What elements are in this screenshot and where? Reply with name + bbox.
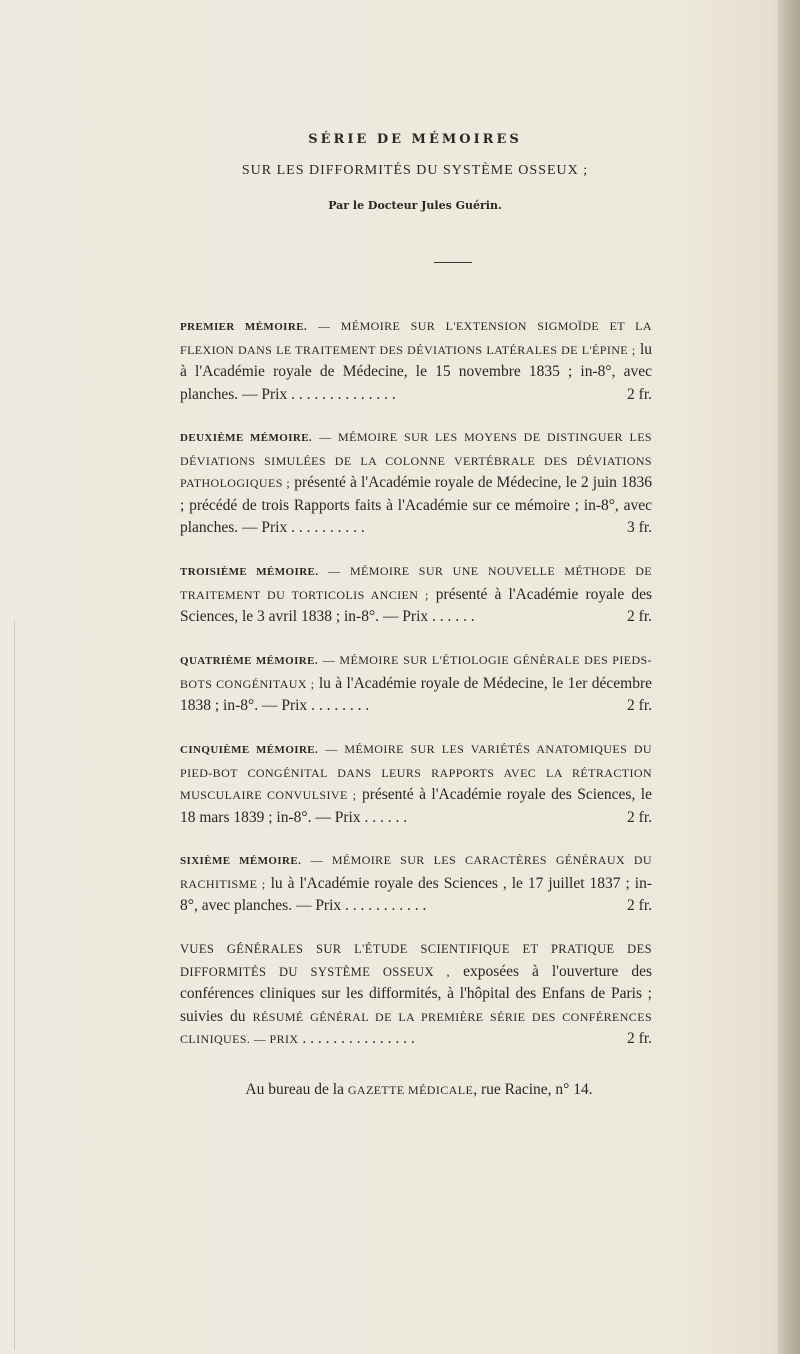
entry-label: TROISIÈME MÉMOIRE. [180,566,319,578]
footer-suffix: , rue Racine, n° 14. [473,1081,593,1098]
entry-title: — MÉMOIRE SUR UNE NOUVELLE MÉTHODE DE TRAITEMENT DU TORTICOLIS ANCIEN ; [180,564,652,602]
entry-price: 2 fr. [627,385,652,403]
entry-details: lu à l'Académie royale de Médecine, le 1er décembre 1838 ; in-8°. — Prix [180,674,652,714]
list-item: PREMIER MÉMOIRE. — MÉMOIRE SUR L'EXTENSION SIGMOÏDE ET LA FLEXION DANS LE TRAITEMENT DES DÉVIATIONS LATÉRALES DE L'ÉPINE ; lu à l'Académie royale de Médecine, le 15 novembre 1835 ; in-8°, avec planches. — Prix . . . . . . . . . . . . . . 2 fr. [180,315,652,406]
list-item: QUATRIÈME MÉMOIRE. — MÉMOIRE SUR L'ÉTIOLOGIE GÉNÉRALE DES PIEDS-BOTS CONGÉNITAUX ; lu à l'Académie royale de Médecine, le 1er décembre 1838 ; in-8°. — Prix . . . . . . . . 2 fr. [180,649,652,718]
entry-details: lu à l'Académie royale de Médecine, le 15 novembre 1835 ; in-8°, avec planches. — Prix [180,340,653,403]
separator-rule [434,262,472,263]
series-title: SÉRIE DE MÉMOIRES [308,132,522,147]
author-line: Par le Docteur Jules Guérin. [328,199,502,212]
entry-title: VUES GÉNÉRALES SUR L'ÉTUDE SCIENTIFIQUE ET PRATIQUE DES DIFFORMITÉS DU SYSTÈME OSSEUX , [180,942,652,979]
subject-title: SUR LES DIFFORMITÉS DU SYSTÈME OSSEUX ; [241,163,589,178]
list-item: DEUXIÈME MÉMOIRE. — MÉMOIRE SUR LES MOYENS DE DISTINGUER LES DÉVIATIONS SIMULÉES DE LA COLONNE VERTÉBRALE DES DÉVIATIONS PATHOLOGIQUES ; présenté à l'Académie royale de Médecine, le 2 juin 1836 ; précédé de trois Rapports faits à l'Académie sur ce mémoire ; in-8°, avec planches. — Prix . . . . . . . . . . 3 fr. [180,426,652,540]
entry-label: CINQUIÈME MÉMOIRE. [180,744,319,756]
list-item: CINQUIÈME MÉMOIRE. — MÉMOIRE SUR LES VARIÉTÉS ANATOMIQUES DU PIED-BOT CONGÉNITAL DANS LEURS RAPPORTS AVEC LA RÉTRACTION MUSCULAIRE CONVULSIVE ; présenté à l'Académie royale des Sciences, le 18 mars 1839 ; in-8°. — Prix . . . . . . 2 fr. [180,738,652,829]
footer-prefix: Au bureau de la [245,1081,344,1098]
entry-price: 2 fr. [627,897,652,914]
entry-details: présenté à l'Académie royale des Sciences, le 18 mars 1839 ; in-8°. — Prix [180,786,652,826]
entry-title-secondary: RÉSUMÉ GÉNÉRAL DE LA PREMIÈRE SÉRIE DES CONFÉRENCES CLINIQUES. — PRIX [180,1009,653,1046]
entry-details: présenté à l'Académie royale des Sciences, le 3 avril 1838 ; in-8°. — Prix [180,585,652,625]
entry-label: DEUXIÈME MÉMOIRE. [180,432,313,444]
entry-title: — MÉMOIRE SUR L'ÉTIOLOGIE GÉNÉRALE DES PIEDS-BOTS CONGÉNITAUX ; [180,653,653,691]
entry-details: exposées à l'ouverture des conférences cliniques sur les difformités, à l'hôpital des Enfans de Paris ; suivies du [180,962,653,1025]
footer-line [180,1081,658,1099]
entry-price: 2 fr. [627,697,652,714]
entry-label: SIXIÈME MÉMOIRE. [180,855,302,867]
entry-title: — MÉMOIRE SUR LES VARIÉTÉS ANATOMIQUES DU PIED-BOT CONGÉNITAL DANS LEURS RAPPORTS AVEC LA RÉTRACTION MUSCULAIRE CONVULSIVE ; [180,742,652,802]
footer-journal: GAZETTE MÉDICALE [347,1083,474,1097]
entry-price: 3 fr. [627,519,652,536]
entry-price: 2 fr. [627,808,652,826]
entry-price: 2 fr. [627,608,652,625]
entry-label: PREMIER MÉMOIRE. [180,321,308,333]
entry-title: — MÉMOIRE SUR LES CARACTÈRES GÉNÉRAUX DU RACHITISME ; [180,853,652,891]
entry-details: lu à l'Académie royale des Sciences , le 17 juillet 1837 ; in-8°, avec planches. — Prix [180,874,652,914]
entry-details: présenté à l'Académie royale de Médecine, le 2 juin 1836 ; précédé de trois Rapports faits à l'Académie sur ce mémoire ; in-8°, avec planches. — Prix [180,474,653,536]
margin-line [14,620,15,1350]
list-item: SIXIÈME MÉMOIRE. — MÉMOIRE SUR LES CARACTÈRES GÉNÉRAUX DU RACHITISME ; lu à l'Académie royale des Sciences , le 17 juillet 1837 ; in-8°, avec planches. — Prix . . . . . . . . . . . 2 fr. [180,849,652,918]
entry-title: — MÉMOIRE SUR L'EXTENSION SIGMOÏDE ET LA FLEXION DANS LE TRAITEMENT DES DÉVIATIONS LATÉRALES DE L'ÉPINE ; [180,319,652,357]
list-item: VUES GÉNÉRALES SUR L'ÉTUDE SCIENTIFIQUE ET PRATIQUE DES DIFFORMITÉS DU SYSTÈME OSSEUX , exposées à l'ouverture des conférences cliniques sur les difformités, à l'hôpital des Enfans de Paris ; suivies du RÉSUMÉ GÉNÉRAL DE LA PREMIÈRE SÉRIE DES CONFÉRENCES CLINIQUES. — PRIX . . . . . . . . . . . . . . . 2 fr. [180,938,652,1051]
list-item: TROISIÈME MÉMOIRE. — MÉMOIRE SUR UNE NOUVELLE MÉTHODE DE TRAITEMENT DU TORTICOLIS ANCIEN ; présenté à l'Académie royale des Sciences, le 3 avril 1838 ; in-8°. — Prix . . . . . . 2 fr. [180,560,652,629]
entry-price: 2 fr. [627,1030,652,1047]
entry-title: — MÉMOIRE SUR LES MOYENS DE DISTINGUER LES DÉVIATIONS SIMULÉES DE LA COLONNE VERTÉBRALE DES DÉVIATIONS PATHOLOGIQUES ; [180,430,653,490]
entry-label: QUATRIÈME MÉMOIRE. [180,655,319,667]
page-edge-shadow [778,0,800,1354]
